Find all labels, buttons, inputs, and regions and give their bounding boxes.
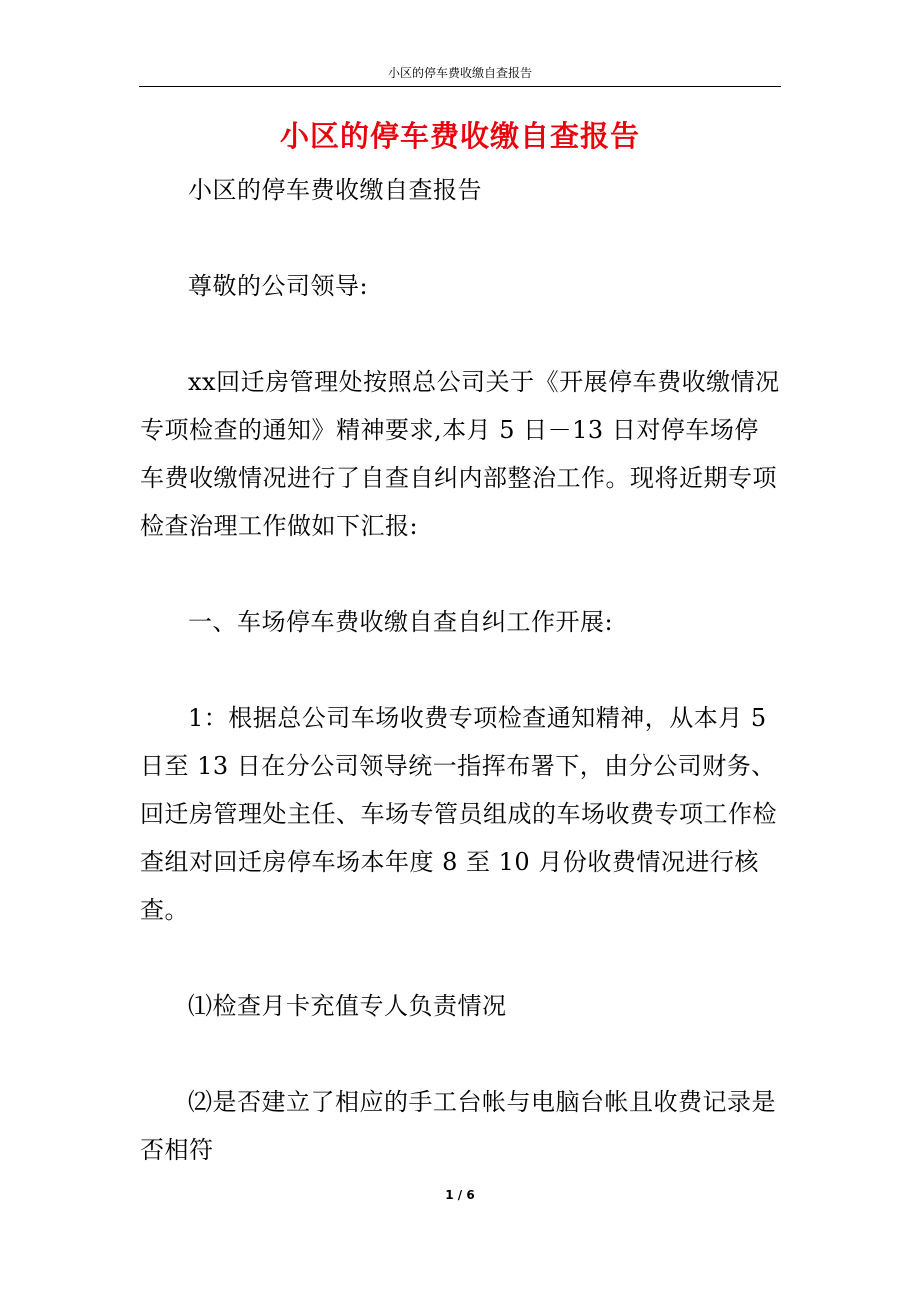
item-1-paragraph: 1：根据总公司车场收费专项检查通知精神，从本月 5 日至 13 日在分公司领导统一指挥布署下，由分公司财务、回迁房管理处主任、车场专管员组成的车场收费专项工作检查组对回迁房停车场本年度 8 至 10 月份收费情况进行核查。	[140, 704, 777, 924]
document-title: 小区的停车费收缴自查报告	[279, 119, 640, 153]
check-item-2-paragraph: ⑵是否建立了相应的手工台帐与电脑台帐且收费记录是否相符	[140, 1088, 776, 1164]
running-header: 小区的停车费收缴自查报告	[387, 66, 532, 80]
section-heading-paragraph: 一、车场停车费收缴自查自纠工作开展:	[188, 608, 614, 636]
subtitle-paragraph: 小区的停车费收缴自查报告	[188, 176, 482, 204]
header-divider	[139, 86, 781, 87]
page-number: 1 / 6	[445, 1188, 475, 1202]
intro-paragraph: xx回迁房管理处按照总公司关于《开展停车费收缴情况专项检查的通知》精神要求,本月 5 日－13 日对停车场停车费收缴情况进行了自查自纠内部整治工作。现将近期专项检查治理工作做如下汇报:	[140, 368, 780, 540]
salutation-paragraph: 尊敬的公司领导:	[188, 272, 369, 300]
check-item-1-paragraph: ⑴检查月卡充值专人负责情况	[188, 992, 507, 1020]
